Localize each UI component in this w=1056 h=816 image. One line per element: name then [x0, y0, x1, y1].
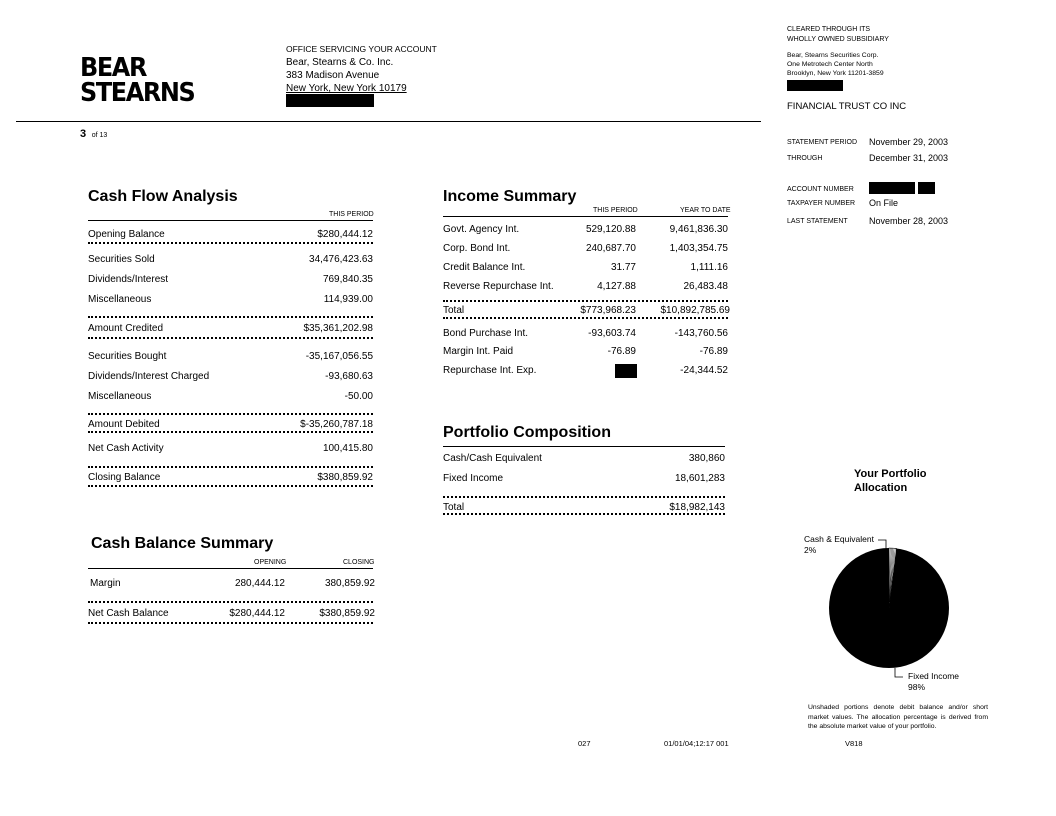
- cash-flow-label: Closing Balance: [88, 472, 161, 483]
- footer-code-3: V818: [845, 739, 863, 748]
- redaction-box: [787, 80, 843, 91]
- account-number-label: ACCOUNT NUMBER: [787, 186, 854, 193]
- page-number: [80, 128, 107, 140]
- income-col-ytd: YEAR TO DATE: [680, 207, 731, 214]
- income-ytd: 1,403,354.75: [669, 243, 728, 254]
- logo-line-1: BEAR: [80, 53, 146, 83]
- income-period: 31.77: [610, 262, 636, 273]
- through-label: THROUGH: [787, 155, 823, 162]
- cash-flow-value: -93,680.63: [325, 371, 373, 382]
- divider: [443, 496, 725, 498]
- income-period: $773,968.23: [580, 305, 636, 316]
- cash-flow-value: 769,840.35: [322, 274, 373, 285]
- account-holder-name: FINANCIAL TRUST CO INC: [787, 101, 907, 112]
- cash-flow-value: $380,859.92: [317, 472, 373, 483]
- divider: [443, 513, 725, 515]
- cash-flow-label: Amount Credited: [88, 323, 164, 334]
- portfolio-title: Portfolio Composition: [443, 424, 611, 441]
- income-label: Margin Int. Paid: [443, 346, 514, 357]
- income-label: Credit Balance Int.: [443, 262, 526, 273]
- cash-flow-value: 100,415.80: [322, 443, 373, 454]
- clearing-name: Bear, Stearns Securities Corp.: [787, 52, 879, 59]
- header-rule: [16, 121, 761, 122]
- footer-code-1: 027: [578, 739, 591, 748]
- cash-flow-value: -35,167,056.55: [305, 351, 373, 362]
- portfolio-value: 380,860: [688, 453, 725, 464]
- page-number-total: of 13: [91, 132, 108, 139]
- allocation-title: [854, 467, 927, 495]
- cash-flow-label: Miscellaneous: [88, 391, 152, 402]
- office-header: OFFICE SERVICING YOUR ACCOUNT: [286, 44, 437, 54]
- income-label: Total: [443, 305, 465, 316]
- cash-flow-value: -50.00: [344, 391, 373, 402]
- cash-balance-title: Cash Balance Summary: [91, 535, 274, 552]
- statement-period-label: STATEMENT PERIOD: [787, 139, 858, 146]
- income-period: 529,120.88: [585, 224, 636, 235]
- page-number-value: 3: [80, 128, 87, 140]
- divider: [443, 317, 728, 319]
- cash-flow-value: 34,476,423.63: [309, 254, 373, 265]
- clearing-line-1: CLEARED THROUGH ITS: [787, 26, 871, 33]
- cash-balance-opening: 280,444.12: [234, 578, 285, 589]
- portfolio-label: Total: [443, 502, 465, 513]
- redaction-box: [615, 364, 637, 378]
- allocation-cash-pct: 2%: [804, 545, 817, 555]
- cash-flow-value: $-35,260,787.18: [300, 419, 373, 430]
- income-label: Reverse Repurchase Int.: [443, 281, 554, 292]
- office-address-2: New York, New York 10179: [286, 83, 407, 94]
- cash-flow-label: Net Cash Activity: [88, 443, 164, 454]
- divider: [88, 466, 373, 468]
- allocation-cash-label: Cash & Equivalent: [804, 534, 874, 544]
- redaction-box: [286, 94, 374, 107]
- cash-flow-value: $280,444.12: [317, 229, 373, 240]
- portfolio-label: Cash/Cash Equivalent: [443, 453, 542, 464]
- divider: [443, 300, 728, 302]
- cash-flow-label: Amount Debited: [88, 419, 160, 430]
- taxpayer-number-value: On File: [869, 198, 899, 208]
- clearing-line-2: WHOLLY OWNED SUBSIDIARY: [787, 35, 889, 43]
- cash-flow-title: Cash Flow Analysis: [88, 188, 238, 205]
- statement-period-value: November 29, 2003: [869, 137, 949, 147]
- portfolio-label: Fixed Income: [443, 473, 504, 484]
- cash-flow-value: 114,939.00: [323, 294, 373, 305]
- last-statement-label: LAST STATEMENT: [787, 218, 848, 225]
- taxpayer-number-label: TAXPAYER NUMBER: [787, 200, 856, 207]
- income-label: Corp. Bond Int.: [443, 243, 511, 254]
- divider: [88, 622, 373, 624]
- logo-line-2: STEARNS: [80, 78, 195, 108]
- income-label: Bond Purchase Int.: [443, 328, 529, 339]
- cash-balance-opening: $280,444.12: [229, 608, 285, 619]
- divider: [88, 220, 373, 221]
- cash-balance-col-opening: OPENING: [254, 559, 287, 566]
- portfolio-value: 18,601,283: [674, 473, 725, 484]
- allocation-pie-chart: [800, 530, 990, 690]
- office-name: Bear, Stearns & Co. Inc.: [286, 57, 394, 68]
- income-period: -76.89: [607, 346, 636, 357]
- clearing-address-2: Brooklyn, New York 11201-3859: [787, 70, 884, 77]
- allocation-footnote: Unshaded portions denote debit balance and/or short market values. The allocation percentage is derived from the absolute market value of your portfolio.: [808, 704, 988, 730]
- footer-code-2: 01/01/04;12:17 001: [664, 739, 729, 748]
- income-label: Govt. Agency Int.: [443, 224, 520, 235]
- cash-balance-closing: $380,859.92: [319, 608, 375, 619]
- through-value: December 31, 2003: [869, 153, 949, 163]
- divider: [88, 242, 373, 244]
- divider: [88, 413, 373, 415]
- allocation-fixed-pct: 98%: [908, 682, 926, 692]
- cash-flow-label: Securities Bought: [88, 351, 167, 362]
- divider: [88, 601, 373, 603]
- income-ytd: 26,483.48: [683, 281, 728, 292]
- income-ytd: 9,461,836.30: [669, 224, 728, 235]
- redaction-box: [869, 182, 915, 194]
- income-ytd: 1,111.16: [690, 262, 728, 273]
- divider: [443, 216, 728, 217]
- income-ytd: $10,892,785.69: [660, 305, 730, 316]
- divider: [88, 485, 373, 487]
- allocation-title-line-2: Allocation: [854, 482, 908, 494]
- last-statement-value: November 28, 2003: [869, 216, 949, 226]
- cash-balance-closing: 380,859.92: [324, 578, 375, 589]
- allocation-fixed-label: Fixed Income: [908, 671, 960, 681]
- clearing-info: [787, 25, 889, 95]
- fixed-leader-line: [895, 668, 903, 677]
- cash-flow-label: Dividends/Interest Charged: [88, 371, 210, 382]
- cash-balance-label: Net Cash Balance: [88, 608, 169, 619]
- income-period: 240,687.70: [585, 243, 636, 254]
- income-period: -93,603.74: [588, 328, 636, 339]
- cash-balance-label: Margin: [90, 578, 121, 589]
- income-ytd: -76.89: [699, 346, 728, 357]
- cash-flow-value: $35,361,202.98: [303, 323, 373, 334]
- cash-flow-label: Securities Sold: [88, 254, 155, 265]
- bear-stearns-logo: [80, 53, 195, 108]
- office-address: [286, 43, 437, 111]
- divider: [88, 316, 373, 318]
- cash-flow-col-header: THIS PERIOD: [329, 211, 374, 218]
- divider: [443, 446, 725, 447]
- income-summary-title: Income Summary: [443, 188, 577, 205]
- clearing-address-1: One Metrotech Center North: [787, 61, 873, 68]
- income-col-period: THIS PERIOD: [593, 207, 638, 214]
- income-label: Repurchase Int. Exp.: [443, 365, 537, 376]
- income-period: 4,127.88: [597, 281, 636, 292]
- cash-balance-col-closing: CLOSING: [343, 559, 375, 566]
- income-ytd: -143,760.56: [674, 328, 728, 339]
- cash-flow-label: Opening Balance: [88, 229, 165, 240]
- divider: [88, 568, 373, 569]
- office-address-1: 383 Madison Avenue: [286, 70, 380, 81]
- divider: [88, 431, 373, 433]
- allocation-title-line-1: Your Portfolio: [854, 468, 927, 480]
- cash-flow-label: Miscellaneous: [88, 294, 152, 305]
- cash-flow-label: Dividends/Interest: [88, 274, 169, 285]
- portfolio-value: $18,982,143: [669, 502, 725, 513]
- income-ytd: -24,344.52: [680, 365, 728, 376]
- divider: [88, 337, 373, 339]
- redaction-box: [918, 182, 935, 194]
